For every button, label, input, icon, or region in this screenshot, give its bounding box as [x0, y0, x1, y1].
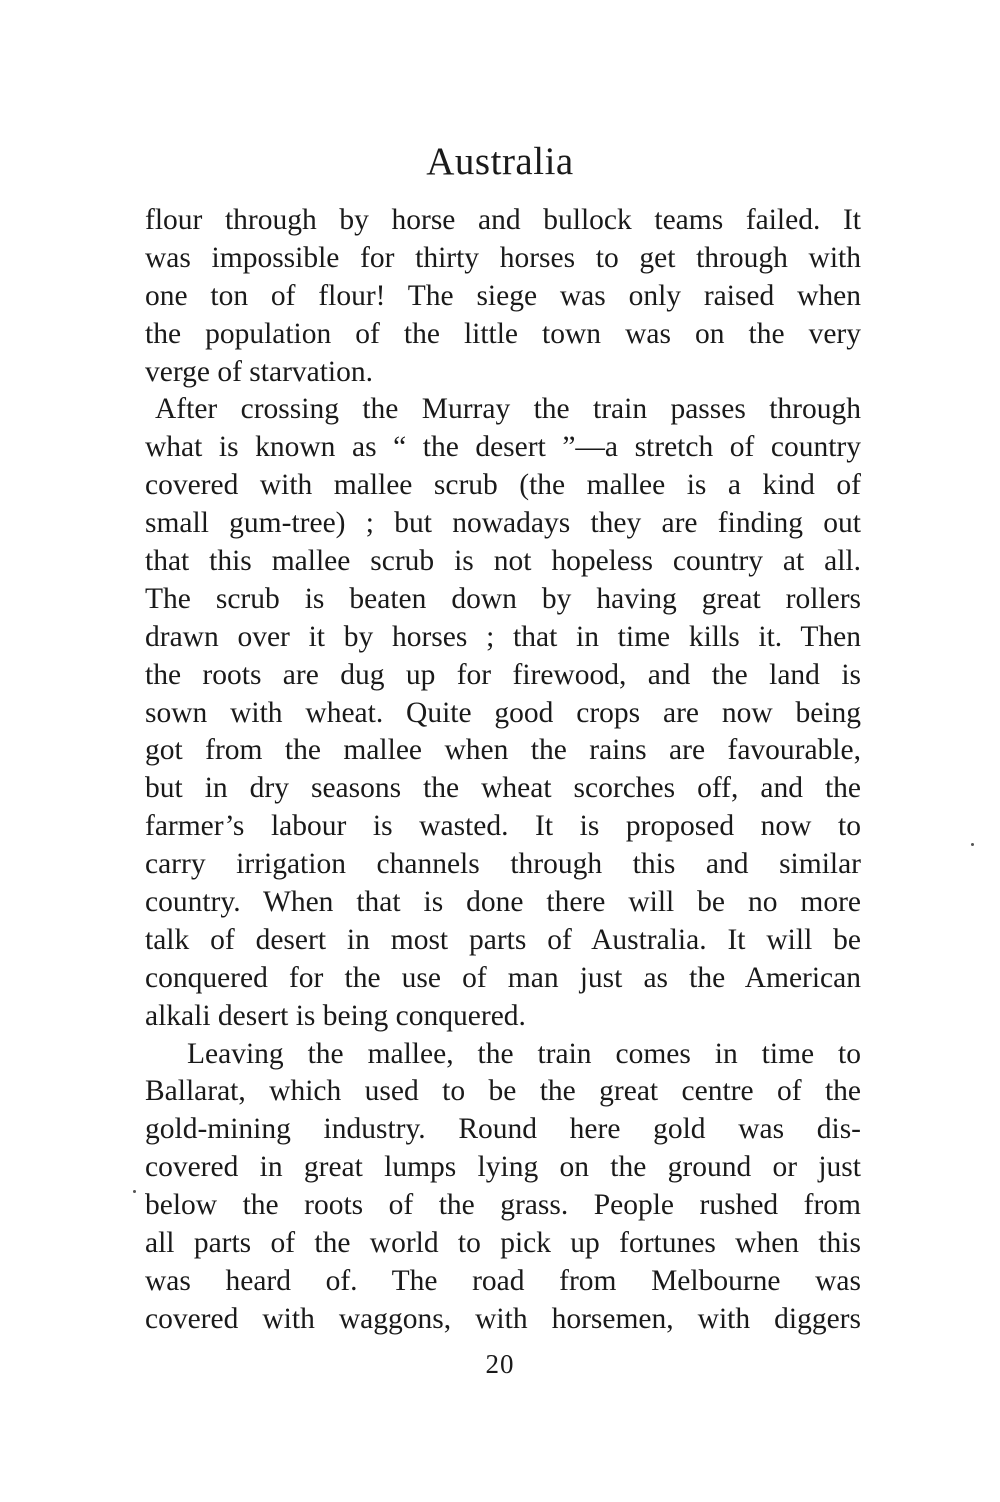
text-line: but in dry seasons the wheat scorches off, and the — [145, 772, 861, 805]
text-line: one ton of flour! The siege was only raised when — [145, 279, 861, 312]
running-head: Australia — [426, 140, 574, 183]
page-number: 20 — [485, 1349, 515, 1379]
text-line: drawn over it by horses ; that in time kills it. Then — [145, 620, 861, 653]
print-speck — [133, 1190, 136, 1193]
text-line: small gum-tree) ; but nowadays they are finding out — [145, 507, 861, 540]
text-line: carry irrigation channels through this and similar — [145, 848, 861, 881]
text-line: covered in great lumps lying on the ground or just — [145, 1151, 861, 1184]
text-line: was heard of. The road from Melbourne was — [145, 1264, 861, 1297]
text-line: talk of desert in most parts of Australia. It will be — [145, 923, 861, 956]
text-line: what is known as “ the desert ”—a stretch of country — [145, 431, 861, 464]
text-line: flour through by horse and bullock teams failed. It — [145, 204, 861, 236]
text-line: all parts of the world to pick up fortunes when this — [145, 1227, 861, 1260]
print-speck — [971, 843, 974, 846]
text-line: covered with mallee scrub (the mallee is a kind of — [145, 469, 861, 502]
text-line: conquered for the use of man just as the American — [145, 961, 861, 994]
text-line: country. When that is done there will be no more — [145, 886, 861, 919]
paragraph-first-line: After crossing the Murray the train passes through — [155, 393, 861, 426]
paragraph-first-line: Leaving the mallee, the train comes in time to — [187, 1037, 861, 1070]
text-line: got from the mallee when the rains are favourable, — [145, 734, 861, 767]
text-line: was impossible for thirty horses to get through with — [145, 241, 861, 274]
body-text — [145, 202, 861, 1339]
text-line: The scrub is beaten down by having great rollers — [145, 582, 861, 615]
text-line: that this mallee scrub is not hopeless country at all. — [145, 545, 861, 578]
text-line: alkali desert is being conquered. — [145, 999, 526, 1032]
text-line: sown with wheat. Quite good crops are now being — [145, 696, 861, 729]
text-line: below the roots of the grass. People rushed from — [145, 1189, 861, 1222]
text-line: covered with waggons, with horsemen, with diggers — [145, 1302, 861, 1335]
text-line: Ballarat, which used to be the great centre of the — [145, 1075, 861, 1108]
text-line: the population of the little town was on the very — [145, 317, 861, 350]
text-line: farmer’s labour is wasted. It is proposed now to — [145, 810, 861, 843]
text-line: gold-mining industry. Round here gold was dis- — [145, 1113, 861, 1146]
text-line: the roots are dug up for firewood, and the land is — [145, 658, 861, 691]
text-line: verge of starvation. — [145, 355, 374, 388]
